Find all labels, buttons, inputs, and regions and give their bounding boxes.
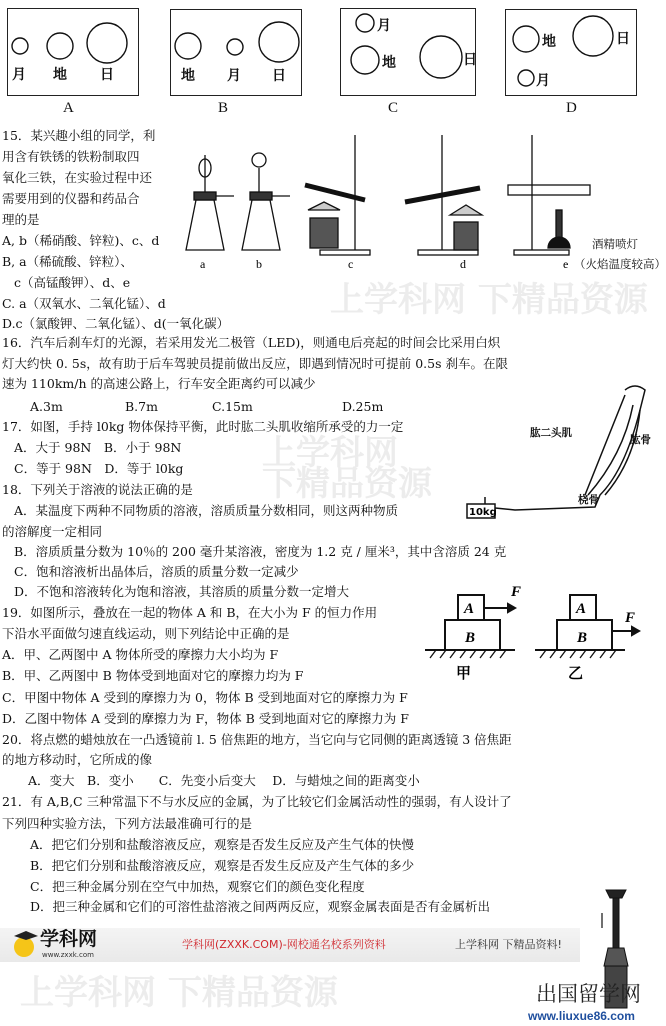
option-c-figure — [340, 8, 476, 96]
option-d: D．不饱和溶液转化为饱和溶液，其溶质的质量分数一定增大 — [14, 584, 350, 599]
block-b-label: B — [465, 630, 476, 646]
earth-label: 地 — [53, 67, 67, 83]
option-d-label: D — [566, 100, 577, 116]
option-a: A．甲、乙两图中 A 物体所受的摩擦力大小均为 F — [2, 647, 279, 662]
weight-label: 10kg — [469, 507, 497, 518]
question-text: 灯大约快 0. 5s，故有助于后车驾驶员提前做出反应，即遇到情况时可提前 0.5s 刹车。在限 — [2, 356, 508, 371]
logo-url: www.zxxk.com — [42, 951, 94, 959]
watermark-url: www.liuxue86.com — [528, 1009, 635, 1023]
moon-label: 月 — [227, 68, 241, 84]
option-b-figure — [170, 9, 302, 96]
option-c-label: C — [388, 100, 399, 116]
option-d: D.c（氯酸钾、二氧化锰）、d(一氧化碳） — [2, 316, 230, 331]
biceps-label: 肱二头肌 — [530, 427, 572, 439]
moon-label: 月 — [377, 18, 391, 34]
sun-label: 日 — [100, 67, 114, 83]
block-b-label: B — [577, 630, 588, 646]
question-text: 速为 110km/h 的高速公路上，行车安全距离约可以减少 — [2, 376, 316, 391]
caption-yi: 乙 — [568, 664, 584, 682]
options-ab: A．大于 98N B．小于 98N — [14, 440, 182, 455]
force-label: F — [625, 610, 636, 626]
question-text: 21．有 A,B,C 三种常温下不与水反应的金属，为了比较它们金属活动性的强弱，有人设计了 — [2, 794, 512, 809]
apparatus-a-label: a — [200, 257, 206, 271]
question-text: 用含有铁锈的铁粉制取四 — [2, 149, 140, 164]
humerus-label: 肱骨 — [630, 434, 651, 446]
options-cd: C．等于 98N D．等于 l0kg — [14, 461, 184, 476]
mascot-logo-icon — [12, 930, 38, 960]
option-c: C.15m — [212, 399, 253, 414]
footer-banner — [0, 928, 580, 962]
earth-label: 地 — [181, 68, 195, 84]
block-a-label: A — [576, 601, 587, 617]
question-text: 19．如图所示，叠放在一起的物体 A 和 B，在大小为 F 的恒力作用 — [2, 605, 378, 620]
apparatus-c-label: c — [348, 257, 354, 271]
option-c: C．把三种金属分别在空气中加热，观察它们的颜色变化程度 — [30, 879, 365, 894]
lamp-note: （火焰温度较高） — [574, 257, 666, 271]
question-text: 氧化三铁，在实验过程中还 — [2, 170, 153, 185]
apparatus-d-label: d — [460, 257, 466, 271]
option-d: D．乙图中物体 A 受到的摩擦力为 F，物体 B 受到地面对它的摩擦力为 F — [2, 711, 409, 726]
question-text: 15．某兴趣小组的同学，利 — [2, 128, 156, 143]
sun-label: 日 — [463, 52, 477, 68]
option-a-cont: 的溶解度一定相同 — [2, 524, 103, 539]
footer-right-text: 上学科网 下精品资料! — [455, 938, 562, 951]
question-text: 17．如图，手持 l0kg 物体保持平衡，此时肱二头肌收缩所承受的力一定 — [2, 419, 404, 434]
arm-figure — [465, 380, 665, 525]
option-a: A．把它们分别和盐酸溶液反应，观察是否发生反应及产生气体的快慢 — [30, 837, 415, 852]
earth-label: 地 — [382, 55, 396, 71]
option-a: A.3m — [30, 399, 63, 414]
watermark-diagonal: 上学科网 下精品资源 — [20, 973, 338, 1013]
option-b-label: B — [218, 100, 229, 116]
option-d: D.25m — [342, 399, 384, 414]
sun-label: 日 — [616, 31, 630, 47]
option-b: B．溶质质量分数为 10％的 200 毫升某溶液，密度为 1.2 克 / 厘米³，其中含溶质 24 克 — [14, 544, 507, 559]
watermark-title: 出国留学网 — [536, 982, 641, 1006]
lamp-label: 酒精喷灯 — [592, 237, 638, 251]
option-a-figure — [7, 8, 139, 96]
option-b: B, a（稀硫酸、锌粒）、 — [2, 254, 133, 269]
option-b: B．甲、乙两图中 B 物体受到地面对它的摩擦力均为 F — [2, 668, 304, 683]
option-b: B．把它们分别和盐酸溶液反应，观察是否发生反应及产生气体的多少 — [30, 858, 415, 873]
option-d-figure — [505, 9, 637, 96]
question-text: 理的是 — [2, 212, 40, 227]
question-text: 需要用到的仪器和药品合 — [2, 191, 140, 206]
blocks-figure — [420, 580, 660, 685]
earth-label: 地 — [542, 34, 556, 50]
option-a: A, b（稀硝酸、锌粒)、c、d — [2, 233, 160, 248]
sun-label: 日 — [272, 68, 286, 84]
options: A．变大 B．变小 C．先变小后变大 D．与蜡烛之间的距离变小 — [28, 773, 420, 788]
watermark-diagonal: 上学科网 下精品资源 — [330, 280, 648, 320]
option-b-cont: c（高锰酸钾）、d、e — [14, 275, 131, 290]
question-text: 18．下列关于溶液的说法正确的是 — [2, 482, 193, 497]
question-text: 下沿水平面做匀速直线运动，则下列结论中正确的是 — [2, 626, 290, 641]
force-label: F — [511, 584, 522, 600]
question-text: 下列四种实验方法，下列方法最准确可行的是 — [2, 816, 253, 831]
moon-label: 月 — [12, 67, 26, 83]
footer-center-text: 学科网(ZXXK.COM)-网校通名校系列资料 — [182, 938, 386, 951]
option-c: C．饱和溶液析出晶体后，溶质的质量分数一定减少 — [14, 564, 299, 579]
option-c: C. a（双氧水、二氧化锰）、d — [2, 296, 166, 311]
option-a-label: A — [63, 100, 74, 116]
radius-label: 桡骨 — [578, 494, 599, 506]
option-d: D．把三种金属和它们的可溶性盐溶液之间两两反应，观察金属表面是否有金属析出 — [30, 899, 491, 914]
option-b: B.7m — [125, 399, 158, 414]
option-c: C．甲图中物体 A 受到的摩擦力为 0，物体 B 受到地面对它的摩擦力为 F — [2, 690, 408, 705]
logo-text: 学科网 — [40, 928, 98, 950]
apparatus-b-label: b — [256, 257, 262, 271]
question-text: 16．汽车后刹车灯的光源，若采用发光二极管（LED)，则通电后亮起的时间会比采用白炽 — [2, 335, 501, 350]
question-text: 的地方移动时，它所成的像 — [2, 752, 153, 767]
block-a-label: A — [464, 601, 475, 617]
apparatus-e-label: e — [563, 257, 569, 271]
question-text: 20．将点燃的蜡烛放在一凸透镜前 l. 5 倍焦距的地方，当它向与它同侧的距离透镜 3 倍焦距 — [2, 732, 512, 747]
watermark-diagonal: 上学科网 下精品资源 — [262, 433, 432, 504]
moon-label: 月 — [536, 73, 550, 89]
option-a: A．某温度下两种不同物质的溶液，溶质质量分数相同，则这两种物质 — [14, 503, 399, 518]
caption-jia: 甲 — [456, 664, 472, 682]
